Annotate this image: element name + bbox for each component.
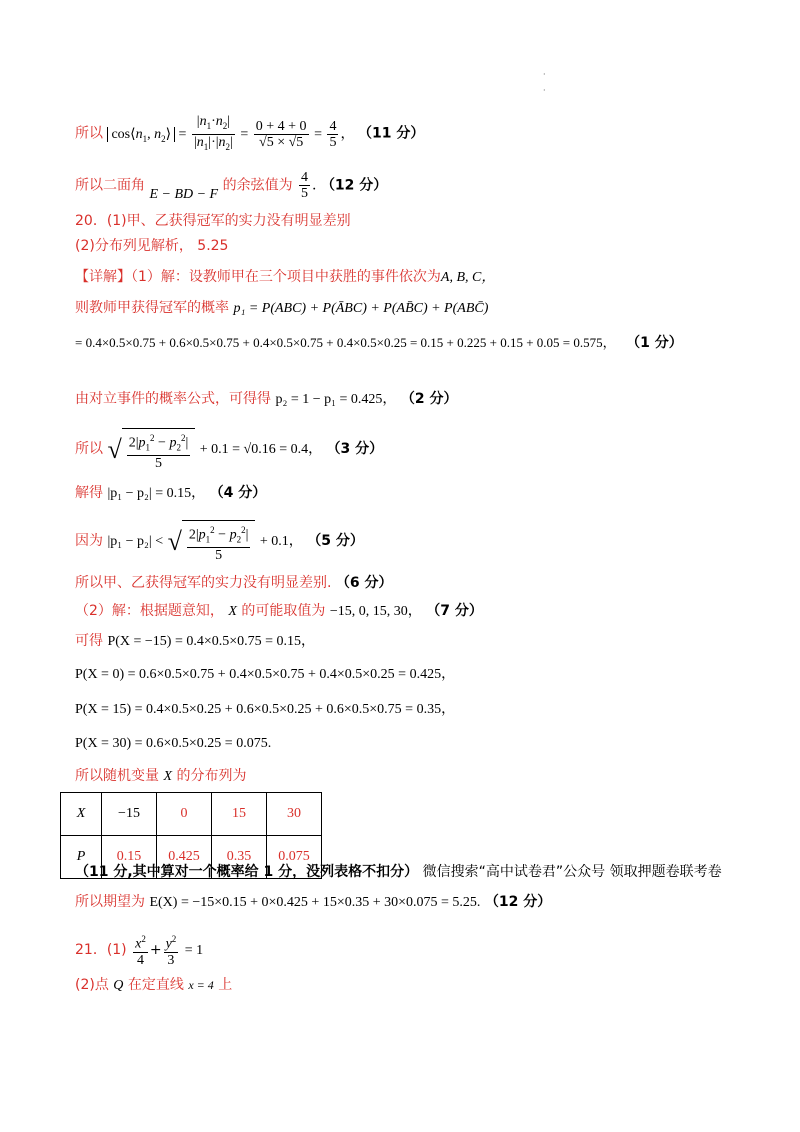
detail-events: A, B, C， bbox=[440, 270, 496, 285]
q19-conclusion-suffix: 的余弦值为 bbox=[222, 177, 293, 194]
q21-part2-a: (2)点 bbox=[75, 977, 109, 993]
decoration-dot: · bbox=[543, 86, 546, 95]
q20-part2-answer: (2)分布列见解析， 5.25 bbox=[75, 238, 229, 254]
grading-note-line bbox=[75, 862, 722, 882]
prob-intro: 则教师甲获得冠军的概率 bbox=[75, 300, 229, 316]
expect-text: 所以期望为 bbox=[75, 894, 145, 910]
decoration-dot: · bbox=[543, 70, 546, 79]
q21-line: x = 4 bbox=[188, 978, 214, 992]
because-text: 因为 bbox=[75, 532, 103, 549]
prob-calc: = 0.4×0.5×0.75 + 0.6×0.5×0.75 + 0.4×0.5×0.75 + 0.4×0.5×0.25 = 0.15 + 0.225 + 0.15 + 0.05 = 0.575， bbox=[75, 335, 616, 350]
part2-var: X bbox=[228, 604, 237, 619]
px-0-line: P(X = 0) = 0.6×0.5×0.75 + 0.4×0.5×0.75 + 0.4×0.5×0.25 = 0.425， bbox=[75, 667, 456, 682]
table-cell: X bbox=[61, 793, 102, 836]
complement-text: 由对立事件的概率公式，可得得 bbox=[75, 391, 271, 407]
solve-formula: |p₁ − p₂| = 0.15， bbox=[107, 486, 206, 501]
q19-cos-line bbox=[75, 114, 424, 155]
q19-cos-numerator: 0 + 4 + 0 bbox=[255, 118, 307, 134]
detail-line bbox=[75, 267, 495, 288]
because-score: （5 分） bbox=[307, 532, 364, 549]
conclusion1: 所以甲、乙获得冠军的实力没有明显差别. bbox=[75, 575, 332, 591]
q21-part2-c: 上 bbox=[218, 977, 233, 993]
table-cell: 0.075 bbox=[267, 836, 322, 879]
q19-cos-result: 4 bbox=[329, 118, 337, 134]
complement-line bbox=[75, 389, 457, 410]
dist-text: 所以随机变量 bbox=[75, 768, 159, 784]
px-15-line: P(X = 15) = 0.4×0.5×0.25 + 0.6×0.5×0.25 + 0.6×0.5×0.75 = 0.35， bbox=[75, 702, 456, 717]
q21-head: 21．(1) bbox=[75, 941, 127, 958]
px-30-line: P(X = 30) = 0.6×0.5×0.25 = 0.075. bbox=[75, 736, 272, 751]
table-cell: 0.425 bbox=[157, 836, 212, 879]
because-line: 因为 |p₁ − p₂| < √ $\frac{2|p_1^2 - p_2^2|}{5}$ + 0.1， （5 分） bbox=[75, 520, 364, 563]
complement-formula: p₂ = 1 − p₁ = 0.425， bbox=[275, 392, 397, 407]
table-row bbox=[61, 793, 322, 836]
q21-part2 bbox=[75, 975, 232, 996]
solve-line bbox=[75, 483, 266, 504]
q21-part2-b: 在定直线 bbox=[127, 977, 184, 993]
detail-text: （1）解：设教师甲在三个项目中获胜的事件依次为 bbox=[131, 269, 441, 285]
q21-heading: 21．(1) $\frac{x^2}{4}$ + $\frac{y^2}{3}$ = 1 bbox=[75, 934, 204, 968]
expect-line bbox=[75, 892, 551, 913]
table-cell: 0 bbox=[157, 793, 212, 836]
q19-conclusion-score: （12 分） bbox=[320, 177, 388, 194]
q21-eq-tail: = 1 bbox=[184, 942, 204, 958]
conclusion1-line bbox=[75, 573, 393, 593]
q19-cos-formula: $\cos⟨n_1$, $n_2⟩$ = $\frac{|n_1\cdot n_2|}{|n_1|\cdot|n_2|}$ = $\frac{0 + 4 + 0}{√5 \times √5}$ = $\frac{4}{5}$ ， bbox=[107, 127, 358, 142]
q20-heading: 20．(1)甲、乙获得冠军的实力没有明显差别 bbox=[75, 213, 351, 229]
table-cell: 0.15 bbox=[102, 836, 157, 879]
px-neg15: P(X = −15) = 0.4×0.5×0.75 = 0.15， bbox=[107, 634, 316, 649]
expect-formula: E(X) = −15×0.15 + 0×0.425 + 15×0.35 + 30×0.075 = 5.25. bbox=[149, 895, 481, 910]
table-cell: 30 bbox=[267, 793, 322, 836]
sqrt-result: + 0.1 = √0.16 = 0.4， bbox=[199, 441, 323, 457]
table-cell: P bbox=[61, 836, 102, 879]
dist-line bbox=[75, 766, 246, 787]
dist-text2: 的分布列为 bbox=[176, 768, 247, 784]
table-cell: 15 bbox=[212, 793, 267, 836]
because-formula: |p₁ − p₂| < bbox=[107, 533, 164, 549]
detail-tag: 【详解】 bbox=[75, 269, 131, 285]
conclusion1-score: （6 分） bbox=[335, 575, 393, 591]
solve-score: （4 分） bbox=[209, 485, 267, 501]
grading-note: （11 分,其中算对一个概率给 1 分，没列表格不扣分） bbox=[75, 864, 419, 880]
px-neg15-line bbox=[75, 631, 315, 652]
solve-text: 解得 bbox=[75, 485, 103, 501]
prob-line bbox=[75, 298, 488, 319]
q19-cos-result-den: 5 bbox=[329, 134, 337, 150]
prob-calc-line bbox=[75, 333, 683, 353]
prob-formula: p₁ = P(ABC) + P(ĀBC) + P(AB̄C) + P(ABC̄) bbox=[233, 301, 489, 316]
expect-score: （12 分） bbox=[484, 894, 552, 910]
q19-conclusion-prefix: 所以二面角 bbox=[75, 177, 145, 194]
part2-line bbox=[75, 601, 483, 622]
table-cell: 0.35 bbox=[212, 836, 267, 879]
sqrt-prefix: 所以 bbox=[75, 440, 103, 457]
complement-score: （2 分） bbox=[400, 391, 458, 407]
part2-text: （2）解：根据题意知， bbox=[75, 603, 224, 619]
q19-cos-prefix: 所以 bbox=[75, 125, 103, 142]
dist-var: X bbox=[163, 769, 173, 784]
q19-angle: E − BD − F bbox=[149, 186, 219, 202]
px-neg15-prefix: 可得 bbox=[75, 633, 103, 649]
prob-score: （1 分） bbox=[626, 335, 683, 351]
q19-score: （11 分） bbox=[357, 125, 425, 142]
q21-point: Q bbox=[113, 978, 124, 993]
table-cell: −15 bbox=[102, 793, 157, 836]
sqrt-score: （3 分） bbox=[326, 440, 384, 457]
part2-score: （7 分） bbox=[426, 603, 483, 619]
ad-text: 微信搜索“高中试卷君”公众号 领取押题卷联考卷 bbox=[422, 864, 722, 880]
part2-values: −15, 0, 15, 30， bbox=[329, 604, 422, 619]
sqrt-line: 所以 √ $\frac{2|p_1^2 - p_2^2|}{5}$ + 0.1 = √0.16 = 0.4， （3 分） bbox=[75, 428, 383, 471]
part2-text2: 的可能取值为 bbox=[241, 603, 326, 619]
q19-conclusion: 所以二面角 E − BD − F 的余弦值为 $\frac{4}{5}$ . （12 分） bbox=[75, 170, 388, 202]
because-tail: + 0.1， bbox=[259, 533, 303, 549]
